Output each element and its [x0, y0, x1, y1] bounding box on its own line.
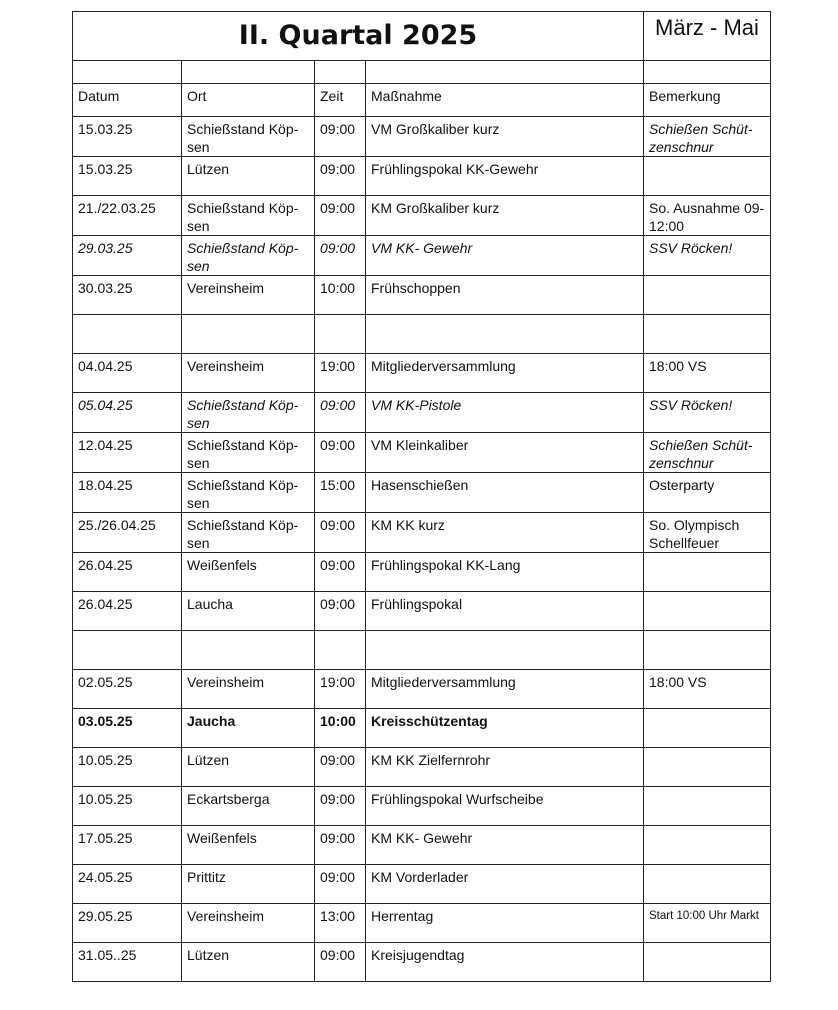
cell-massnahme: Kreisschützentag	[366, 709, 644, 748]
table-row	[73, 865, 771, 904]
cell-zeit: 09:00	[315, 236, 366, 276]
spacer-cell	[182, 61, 315, 84]
cell-ort: Lützen	[182, 943, 315, 982]
cell-massnahme: VM Großkaliber kurz	[366, 117, 644, 157]
cell-zeit: 09:00	[315, 592, 366, 631]
cell-zeit: 09:00	[315, 433, 366, 473]
cell-bemerkung	[644, 709, 771, 748]
cell-datum: 02.05.25	[73, 670, 182, 709]
column-header-bemerkung: Bemerkung	[644, 84, 771, 117]
cell-massnahme: Frühlingspokal	[366, 592, 644, 631]
cell-bemerkung	[644, 553, 771, 592]
table-row	[73, 473, 771, 513]
cell-zeit: 10:00	[315, 709, 366, 748]
column-header-zeit: Zeit	[315, 84, 366, 117]
cell-massnahme	[366, 631, 644, 670]
cell-datum: 05.04.25	[73, 393, 182, 433]
spacer-cell	[644, 61, 771, 84]
cell-massnahme: Frühschoppen	[366, 276, 644, 315]
cell-datum: 29.05.25	[73, 904, 182, 943]
cell-massnahme: Frühlingspokal Wurfscheibe	[366, 787, 644, 826]
cell-massnahme: Frühlingspokal KK-Lang	[366, 553, 644, 592]
cell-massnahme: KM KK kurz	[366, 513, 644, 553]
cell-ort: Eckartsberga	[182, 787, 315, 826]
header-row	[73, 84, 771, 117]
cell-datum: 15.03.25	[73, 157, 182, 196]
cell-bemerkung	[644, 748, 771, 787]
cell-zeit: 09:00	[315, 513, 366, 553]
page-title: II. Quartal 2025	[73, 12, 644, 61]
cell-datum: 26.04.25	[73, 592, 182, 631]
cell-bemerkung: Osterparty	[644, 473, 771, 513]
table-row	[73, 904, 771, 943]
cell-zeit	[315, 631, 366, 670]
cell-zeit: 09:00	[315, 865, 366, 904]
schedule-table	[72, 11, 771, 982]
table-row	[73, 709, 771, 748]
cell-datum: 30.03.25	[73, 276, 182, 315]
cell-datum	[73, 631, 182, 670]
table-row	[73, 354, 771, 393]
cell-bemerkung	[644, 592, 771, 631]
cell-zeit: 09:00	[315, 196, 366, 236]
cell-ort: Schießstand Köp-sen	[182, 117, 315, 157]
cell-massnahme: KM KK Zielfernrohr	[366, 748, 644, 787]
cell-datum: 26.04.25	[73, 553, 182, 592]
cell-ort: Vereinsheim	[182, 276, 315, 315]
cell-massnahme: Herrentag	[366, 904, 644, 943]
cell-massnahme: Hasenschießen	[366, 473, 644, 513]
cell-bemerkung: Start 10:00 Uhr Markt	[644, 904, 771, 943]
cell-bemerkung	[644, 276, 771, 315]
table-row	[73, 196, 771, 236]
cell-datum: 10.05.25	[73, 787, 182, 826]
cell-massnahme: VM Kleinkaliber	[366, 433, 644, 473]
cell-bemerkung	[644, 943, 771, 982]
cell-datum: 24.05.25	[73, 865, 182, 904]
table-row	[73, 748, 771, 787]
cell-ort: Lützen	[182, 157, 315, 196]
spacer-cell	[315, 61, 366, 84]
cell-massnahme: Mitgliederversammlung	[366, 670, 644, 709]
cell-datum: 12.04.25	[73, 433, 182, 473]
cell-ort: Schießstand Köp-sen	[182, 513, 315, 553]
cell-datum: 03.05.25	[73, 709, 182, 748]
cell-bemerkung: SSV Röcken!	[644, 236, 771, 276]
cell-ort: Weißenfels	[182, 826, 315, 865]
cell-zeit: 09:00	[315, 787, 366, 826]
cell-zeit: 09:00	[315, 553, 366, 592]
table-row	[73, 631, 771, 670]
cell-bemerkung	[644, 631, 771, 670]
cell-bemerkung	[644, 826, 771, 865]
cell-massnahme: Frühlingspokal KK-Gewehr	[366, 157, 644, 196]
cell-zeit: 09:00	[315, 748, 366, 787]
column-header-ort: Ort	[182, 84, 315, 117]
cell-datum: 21./22.03.25	[73, 196, 182, 236]
cell-ort	[182, 315, 315, 354]
cell-massnahme: VM KK-Pistole	[366, 393, 644, 433]
cell-massnahme: KM Vorderlader	[366, 865, 644, 904]
table-row	[73, 787, 771, 826]
cell-datum: 18.04.25	[73, 473, 182, 513]
column-header-massnahme: Maßnahme	[366, 84, 644, 117]
table-row	[73, 315, 771, 354]
cell-bemerkung	[644, 787, 771, 826]
cell-datum: 17.05.25	[73, 826, 182, 865]
cell-ort: Vereinsheim	[182, 354, 315, 393]
cell-datum: 31.05..25	[73, 943, 182, 982]
cell-bemerkung	[644, 315, 771, 354]
table-row	[73, 276, 771, 315]
cell-ort: Jaucha	[182, 709, 315, 748]
cell-bemerkung	[644, 865, 771, 904]
table-row	[73, 393, 771, 433]
cell-datum	[73, 315, 182, 354]
cell-zeit	[315, 315, 366, 354]
cell-ort: Schießstand Köp-sen	[182, 393, 315, 433]
cell-massnahme: VM KK- Gewehr	[366, 236, 644, 276]
table-row	[73, 592, 771, 631]
cell-zeit: 09:00	[315, 826, 366, 865]
cell-bemerkung	[644, 157, 771, 196]
cell-zeit: 09:00	[315, 157, 366, 196]
cell-zeit: 13:00	[315, 904, 366, 943]
cell-ort: Schießstand Köp-sen	[182, 473, 315, 513]
cell-zeit: 09:00	[315, 943, 366, 982]
cell-massnahme: Kreisjugendtag	[366, 943, 644, 982]
cell-zeit: 09:00	[315, 117, 366, 157]
table-row	[73, 826, 771, 865]
spacer-row	[73, 61, 771, 84]
cell-datum: 15.03.25	[73, 117, 182, 157]
cell-bemerkung: 18:00 VS	[644, 670, 771, 709]
cell-zeit: 15:00	[315, 473, 366, 513]
cell-ort: Weißenfels	[182, 553, 315, 592]
column-header-datum: Datum	[73, 84, 182, 117]
cell-datum: 10.05.25	[73, 748, 182, 787]
cell-datum: 04.04.25	[73, 354, 182, 393]
cell-ort: Lützen	[182, 748, 315, 787]
table-row	[73, 513, 771, 553]
title-row	[73, 12, 771, 61]
table-row	[73, 553, 771, 592]
cell-datum: 29.03.25	[73, 236, 182, 276]
spacer-cell	[366, 61, 644, 84]
table-row	[73, 670, 771, 709]
cell-bemerkung: SSV Röcken!	[644, 393, 771, 433]
cell-ort	[182, 631, 315, 670]
cell-massnahme: KM Großkaliber kurz	[366, 196, 644, 236]
cell-zeit: 19:00	[315, 670, 366, 709]
cell-ort: Schießstand Köp-sen	[182, 236, 315, 276]
table-row	[73, 433, 771, 473]
cell-ort: Laucha	[182, 592, 315, 631]
table-row	[73, 117, 771, 157]
cell-ort: Schießstand Köp-sen	[182, 196, 315, 236]
cell-bemerkung: Schießen Schüt-zenschnur	[644, 433, 771, 473]
cell-ort: Vereinsheim	[182, 670, 315, 709]
cell-massnahme: Mitgliederversammlung	[366, 354, 644, 393]
cell-bemerkung: 18:00 VS	[644, 354, 771, 393]
cell-bemerkung: So. Olympisch Schellfeuer	[644, 513, 771, 553]
table-row	[73, 236, 771, 276]
cell-zeit: 19:00	[315, 354, 366, 393]
period-label: März - Mai	[644, 12, 771, 61]
table-row	[73, 943, 771, 982]
cell-zeit: 10:00	[315, 276, 366, 315]
cell-ort: Schießstand Köp-sen	[182, 433, 315, 473]
cell-datum: 25./26.04.25	[73, 513, 182, 553]
cell-ort: Vereinsheim	[182, 904, 315, 943]
cell-massnahme	[366, 315, 644, 354]
cell-ort: Prittitz	[182, 865, 315, 904]
cell-bemerkung: Schießen Schüt-zenschnur	[644, 117, 771, 157]
spacer-cell	[73, 61, 182, 84]
cell-bemerkung: So. Ausnahme 09-12:00	[644, 196, 771, 236]
cell-massnahme: KM KK- Gewehr	[366, 826, 644, 865]
table-row	[73, 157, 771, 196]
cell-zeit: 09:00	[315, 393, 366, 433]
